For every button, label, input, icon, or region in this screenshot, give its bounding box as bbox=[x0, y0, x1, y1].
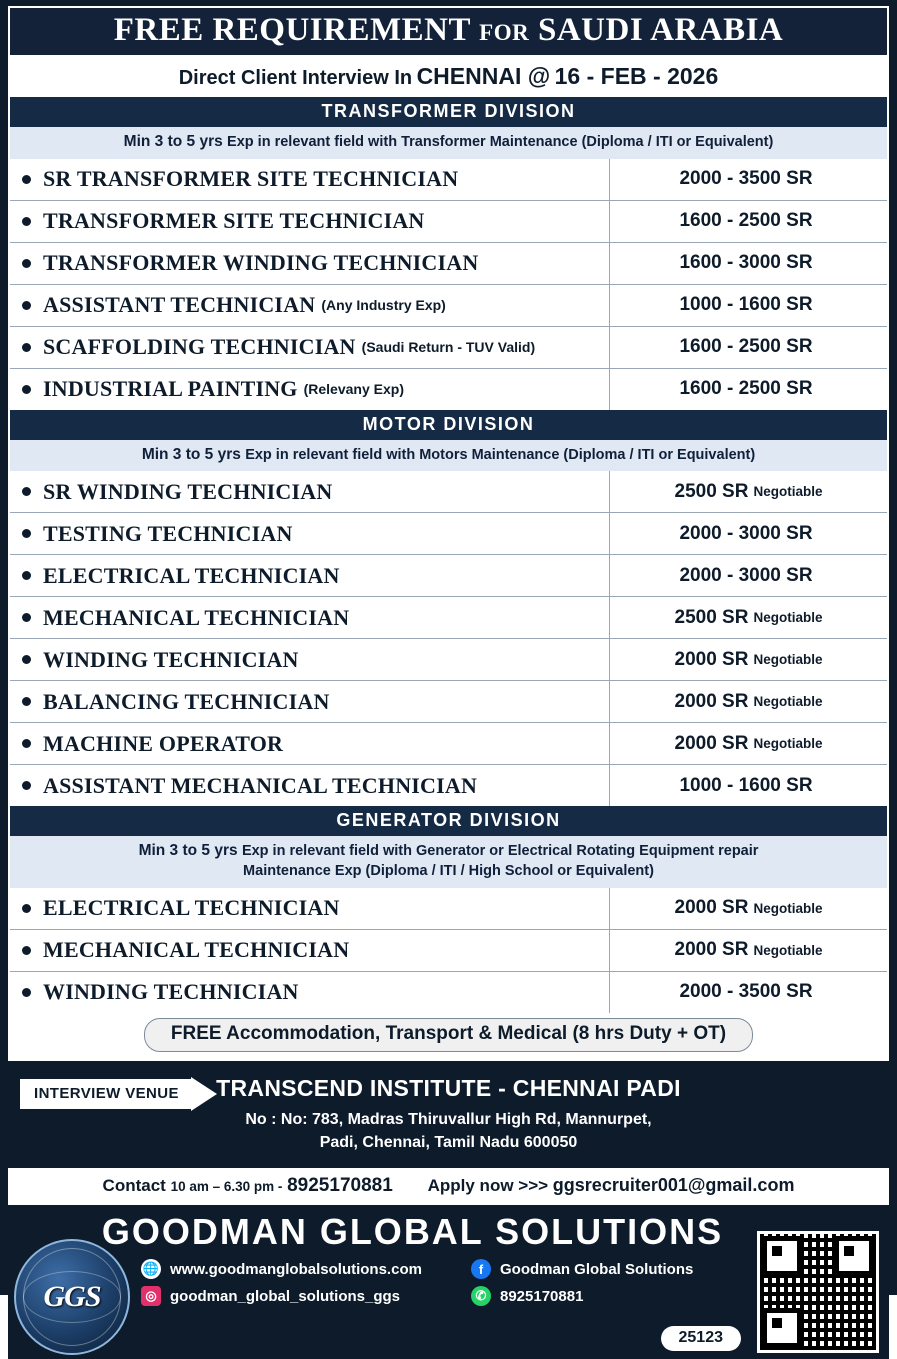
salary-cell bbox=[610, 327, 887, 368]
table-row bbox=[10, 972, 887, 1013]
contact-label: Contact bbox=[102, 1176, 166, 1196]
division-header-transformer: TRANSFORMER DIVISION bbox=[8, 97, 889, 127]
contact-phone[interactable]: 8925170881 bbox=[287, 1175, 393, 1197]
facebook-icon: f bbox=[471, 1259, 491, 1279]
salary-note: Negotiable bbox=[753, 900, 823, 916]
table-row bbox=[10, 639, 887, 681]
title-country: SAUDI ARABIA bbox=[537, 12, 784, 48]
bullet-icon bbox=[22, 697, 31, 706]
salary-cell bbox=[610, 597, 887, 638]
salary-cell bbox=[610, 723, 887, 764]
salary-value: 1000 - 1600 SR bbox=[679, 294, 813, 316]
website-text: www.goodmanglobalsolutions.com bbox=[170, 1260, 422, 1278]
bullet-icon bbox=[22, 217, 31, 226]
benefits-bar bbox=[8, 1013, 889, 1061]
logo-text: GGS bbox=[43, 1280, 101, 1314]
qr-eye-icon bbox=[762, 1308, 802, 1348]
qr-code[interactable] bbox=[757, 1231, 879, 1353]
whatsapp-icon: ✆ bbox=[471, 1286, 491, 1306]
job-cell bbox=[10, 327, 610, 368]
salary-note: Negotiable bbox=[753, 736, 823, 752]
note-rest: Exp in relevant field with Generator or Electrical Rotating Equipment repair bbox=[241, 843, 759, 860]
table-row bbox=[10, 930, 887, 972]
bullet-icon bbox=[22, 655, 31, 664]
salary-value: 1600 - 2500 SR bbox=[679, 210, 813, 232]
division-header-motor: MOTOR DIVISION bbox=[8, 410, 889, 440]
job-cell bbox=[10, 930, 610, 971]
bullet-icon bbox=[22, 988, 31, 997]
venue-name: TRANSCEND INSTITUTE - CHENNAI PADI bbox=[216, 1074, 681, 1101]
job-cell bbox=[10, 888, 610, 929]
job-table-transformer bbox=[8, 159, 889, 410]
job-title: ELECTRICAL TECHNICIAN bbox=[43, 895, 340, 921]
job-title: TRANSFORMER WINDING TECHNICIAN bbox=[43, 250, 479, 276]
salary-value: 2000 SR bbox=[674, 897, 749, 919]
whatsapp-text: 8925170881 bbox=[500, 1287, 584, 1305]
salary-cell bbox=[610, 765, 887, 806]
table-row bbox=[10, 723, 887, 765]
job-title: BALANCING TECHNICIAN bbox=[43, 688, 330, 714]
job-title: WINDING TECHNICIAN bbox=[43, 646, 299, 672]
bullet-icon bbox=[22, 571, 31, 580]
contact-email[interactable]: ggsrecruiter001@gmail.com bbox=[552, 1175, 795, 1196]
poster-subtitle bbox=[8, 57, 889, 97]
job-title: ASSISTANT MECHANICAL TECHNICIAN bbox=[43, 772, 478, 798]
job-cell bbox=[10, 159, 610, 200]
salary-value: 2500 SR bbox=[674, 606, 749, 628]
job-cell bbox=[10, 201, 610, 242]
bullet-icon bbox=[22, 904, 31, 913]
salary-note: Negotiable bbox=[753, 484, 823, 500]
job-title: MACHINE OPERATOR bbox=[43, 730, 284, 756]
job-title: ASSISTANT TECHNICIAN bbox=[43, 292, 316, 318]
qr-code-pattern bbox=[760, 1234, 876, 1350]
table-row bbox=[10, 555, 887, 597]
salary-cell bbox=[610, 159, 887, 200]
salary-value: 1000 - 1600 SR bbox=[679, 774, 813, 796]
note-bold: Min 3 to 5 yrs bbox=[138, 842, 238, 860]
poster-title bbox=[10, 13, 887, 48]
job-cell bbox=[10, 513, 610, 554]
bullet-icon bbox=[22, 487, 31, 496]
table-row bbox=[10, 471, 887, 513]
website-link[interactable] bbox=[141, 1259, 471, 1279]
table-row bbox=[10, 888, 887, 930]
benefits-text: FREE Accommodation, Transport & Medical (8 hrs Duty + OT) bbox=[144, 1018, 753, 1052]
salary-note: Negotiable bbox=[753, 610, 823, 626]
job-cell bbox=[10, 285, 610, 326]
job-cell bbox=[10, 471, 610, 512]
salary-note: Negotiable bbox=[753, 652, 823, 668]
arrow-right-icon bbox=[191, 1077, 217, 1111]
table-row bbox=[10, 369, 887, 410]
salary-cell bbox=[610, 471, 887, 512]
job-title: MECHANICAL TECHNICIAN bbox=[43, 604, 350, 630]
bullet-icon bbox=[22, 385, 31, 394]
bullet-icon bbox=[22, 946, 31, 955]
table-row bbox=[10, 159, 887, 201]
salary-cell bbox=[610, 369, 887, 410]
bullet-icon bbox=[22, 343, 31, 352]
job-cell bbox=[10, 723, 610, 764]
subtitle-city: CHENNAI @ bbox=[416, 62, 551, 89]
footer bbox=[8, 1207, 889, 1359]
venue-address bbox=[8, 1108, 889, 1154]
instagram-text: goodman_global_solutions_ggs bbox=[170, 1287, 401, 1305]
job-title: ELECTRICAL TECHNICIAN bbox=[43, 562, 340, 588]
job-note: (Any Industry Exp) bbox=[321, 297, 446, 314]
whatsapp-link[interactable] bbox=[471, 1286, 801, 1306]
table-row bbox=[10, 243, 887, 285]
note-bold: Min 3 to 5 yrs bbox=[141, 445, 241, 463]
salary-value: 2000 SR bbox=[674, 690, 749, 712]
job-title: SR TRANSFORMER SITE TECHNICIAN bbox=[43, 166, 459, 192]
job-cell bbox=[10, 972, 610, 1013]
salary-note: Negotiable bbox=[753, 694, 823, 710]
table-row bbox=[10, 327, 887, 369]
poster-title-bar bbox=[8, 6, 889, 57]
salary-cell bbox=[610, 513, 887, 554]
title-main: FREE REQUIREMENT bbox=[113, 12, 471, 48]
table-row bbox=[10, 597, 887, 639]
job-note: (Relevany Exp) bbox=[303, 381, 404, 398]
job-cell bbox=[10, 681, 610, 722]
division-note-transformer bbox=[8, 127, 889, 159]
note-rest: Exp in relevant field with Motors Maintenance (Diploma / ITI or Equivalent) bbox=[245, 446, 756, 463]
job-cell bbox=[10, 597, 610, 638]
title-for: FOR bbox=[479, 20, 530, 45]
note-bold: Min 3 to 5 yrs bbox=[123, 132, 223, 150]
salary-cell bbox=[610, 639, 887, 680]
facebook-text: Goodman Global Solutions bbox=[500, 1260, 694, 1278]
salary-cell bbox=[610, 972, 887, 1013]
company-name: GOODMAN GLOBAL SOLUTIONS bbox=[101, 1211, 724, 1253]
division-header-generator: GENERATOR DIVISION bbox=[8, 806, 889, 836]
note-line2: Maintenance Exp (Diploma / ITI / High School or Equivalent) bbox=[243, 863, 654, 880]
subtitle-date: 16 - FEB - 2026 bbox=[554, 62, 719, 89]
bullet-icon bbox=[22, 301, 31, 310]
venue-address-line1: No : No: 783, Madras Thiruvallur High Rd, Mannurpet, bbox=[245, 1110, 652, 1128]
contact-bar bbox=[8, 1166, 889, 1207]
salary-note: Negotiable bbox=[753, 942, 823, 958]
salary-cell bbox=[610, 285, 887, 326]
facebook-link[interactable] bbox=[471, 1259, 801, 1279]
salary-cell bbox=[610, 555, 887, 596]
bullet-icon bbox=[22, 739, 31, 748]
qr-eye-icon bbox=[762, 1236, 802, 1276]
interview-venue-tag bbox=[20, 1077, 217, 1111]
bullet-icon bbox=[22, 259, 31, 268]
job-cell bbox=[10, 369, 610, 410]
job-cell bbox=[10, 555, 610, 596]
venue-tag-label: INTERVIEW VENUE bbox=[20, 1079, 191, 1109]
contact-hours: 10 am – 6.30 pm - bbox=[170, 1179, 283, 1195]
job-note: (Saudi Return - TUV Valid) bbox=[361, 339, 536, 356]
job-title: TRANSFORMER SITE TECHNICIAN bbox=[43, 208, 425, 234]
salary-value: 2000 SR bbox=[674, 648, 749, 670]
salary-value: 2000 - 3000 SR bbox=[679, 522, 813, 544]
salary-value: 2000 SR bbox=[674, 939, 749, 961]
job-title: INDUSTRIAL PAINTING bbox=[43, 376, 298, 402]
instagram-link[interactable] bbox=[141, 1286, 471, 1306]
salary-value: 2000 - 3500 SR bbox=[679, 981, 813, 1003]
bullet-icon bbox=[22, 175, 31, 184]
instagram-icon: ◎ bbox=[141, 1286, 161, 1306]
job-title: SCAFFOLDING TECHNICIAN bbox=[43, 334, 356, 360]
table-row bbox=[10, 201, 887, 243]
bullet-icon bbox=[22, 613, 31, 622]
logo-ring2-icon bbox=[23, 1271, 121, 1323]
salary-cell bbox=[610, 888, 887, 929]
company-logo bbox=[14, 1239, 130, 1355]
subtitle-prefix: Direct Client Interview In bbox=[178, 66, 413, 89]
job-title: WINDING TECHNICIAN bbox=[43, 979, 299, 1005]
table-row bbox=[10, 285, 887, 327]
salary-value: 2000 - 3500 SR bbox=[679, 168, 813, 190]
division-note-motor bbox=[8, 440, 889, 472]
salary-value: 1600 - 2500 SR bbox=[679, 378, 813, 400]
job-table-motor bbox=[8, 471, 889, 806]
qr-eye-icon bbox=[834, 1236, 874, 1276]
job-cell bbox=[10, 639, 610, 680]
job-title: MECHANICAL TECHNICIAN bbox=[43, 937, 350, 963]
job-cell bbox=[10, 765, 610, 806]
salary-value: 1600 - 2500 SR bbox=[679, 336, 813, 358]
salary-cell bbox=[610, 201, 887, 242]
salary-value: 2000 SR bbox=[674, 732, 749, 754]
job-table-generator bbox=[8, 888, 889, 1013]
venue-section bbox=[8, 1061, 889, 1166]
bullet-icon bbox=[22, 529, 31, 538]
salary-cell bbox=[610, 681, 887, 722]
salary-cell bbox=[610, 243, 887, 284]
table-row bbox=[10, 513, 887, 555]
bullet-icon bbox=[22, 781, 31, 790]
salary-value: 1600 - 3000 SR bbox=[679, 252, 813, 274]
venue-address-line2: Padi, Chennai, Tamil Nadu 600050 bbox=[319, 1134, 578, 1152]
salary-value: 2000 - 3000 SR bbox=[679, 564, 813, 586]
globe-icon: 🌐 bbox=[141, 1259, 161, 1279]
job-title: SR WINDING TECHNICIAN bbox=[43, 478, 333, 504]
note-rest: Exp in relevant field with Transformer Maintenance (Diploma / ITI or Equivalent) bbox=[227, 133, 774, 150]
table-row bbox=[10, 681, 887, 723]
table-row bbox=[10, 765, 887, 806]
job-cell bbox=[10, 243, 610, 284]
apply-label: Apply now >>> bbox=[427, 1176, 549, 1196]
salary-cell bbox=[610, 930, 887, 971]
job-title: TESTING TECHNICIAN bbox=[43, 520, 293, 546]
division-note-generator bbox=[8, 836, 889, 887]
salary-value: 2500 SR bbox=[674, 480, 749, 502]
reference-number: 25123 bbox=[661, 1326, 742, 1351]
